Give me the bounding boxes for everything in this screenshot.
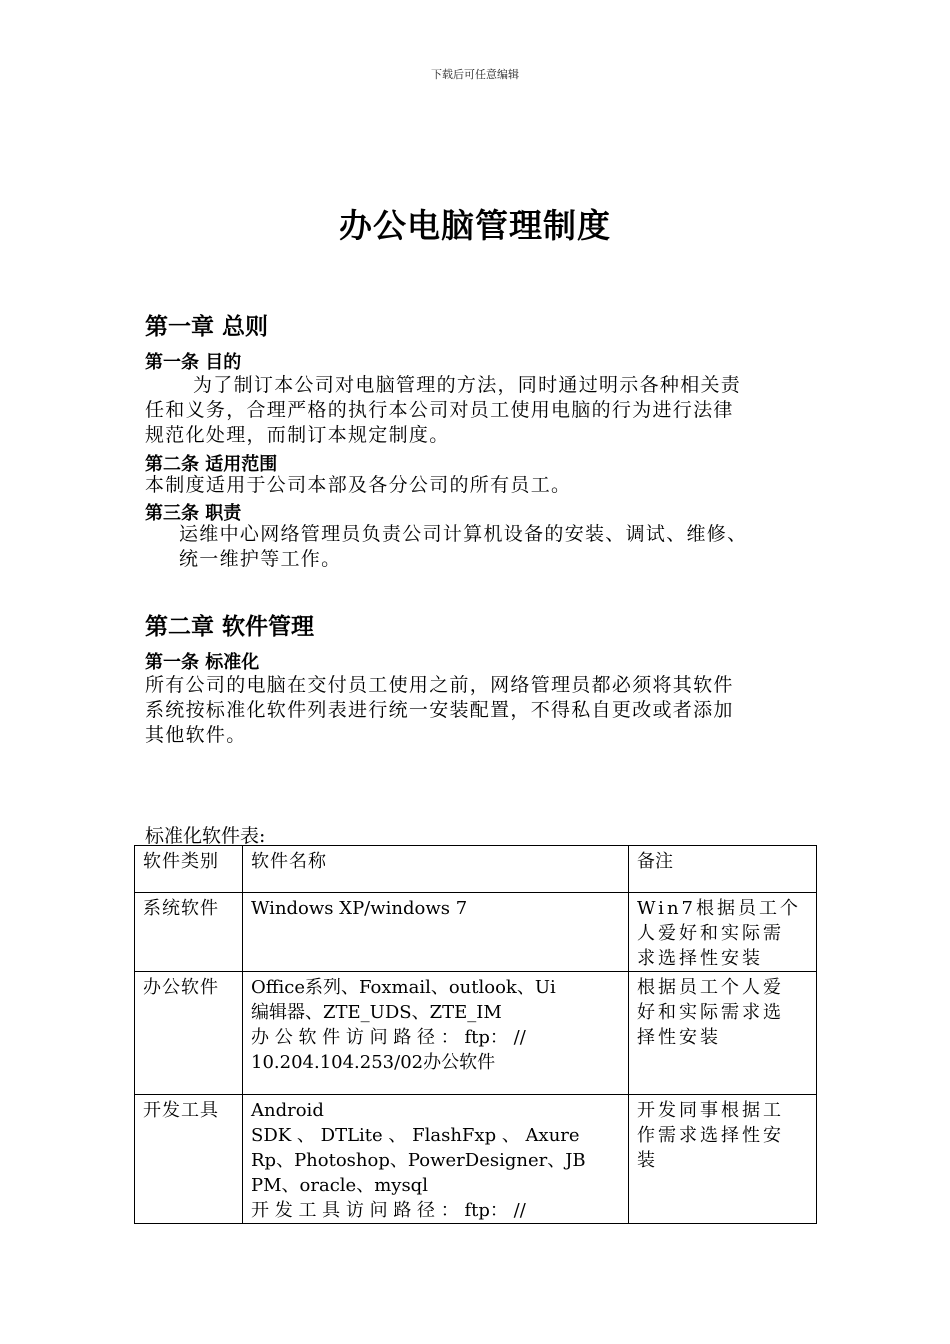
row-note [629, 1095, 817, 1224]
row-note [629, 972, 817, 1095]
standardization-line-3: 其他软件。 [145, 724, 247, 746]
standardization-line-2: 系统按标准化软件列表进行统一安装配置，不得私自更改或者添加 [145, 699, 734, 721]
table-row [135, 893, 817, 972]
software-name-line: 编辑器、ZTE_UDS、ZTE_IM [251, 1002, 502, 1023]
row-software-names [243, 972, 629, 1095]
note-line: 装 [637, 1150, 658, 1171]
software-name-line: SDK 、 DTLite 、 FlashFxp 、 Axure [251, 1125, 580, 1146]
row-category: 开发工具 [135, 1095, 243, 1224]
article-3-line-2: 统一维护等工作。 [179, 548, 342, 570]
row-category: 系统软件 [135, 893, 243, 972]
note-line: Win7根据员工个 [637, 898, 801, 919]
table-caption: 标准化软件表: [145, 825, 266, 847]
chapter-2-article-1-heading: 第一条 标准化 [145, 652, 260, 673]
article-2-line-1: 本制度适用于公司本部及各分公司的所有员工。 [145, 474, 572, 496]
note-line: 求选择性安装 [637, 948, 763, 969]
header-note: 下载后可任意编辑 [431, 68, 519, 81]
software-name-line: 开 发 工 具 访 问 路 径 ： ftp： // [251, 1200, 526, 1221]
row-category: 办公软件 [135, 972, 243, 1095]
row-software-names [243, 893, 629, 972]
chapter-2-heading: 第二章 软件管理 [145, 613, 315, 640]
software-name-line: Rp、Photoshop、PowerDesigner、JB [251, 1150, 586, 1171]
header-note: 备注 [629, 846, 817, 893]
note-line: 开发同事根据工 [637, 1100, 784, 1121]
chapter-1-article-3-heading: 第三条 职责 [145, 503, 242, 524]
software-name-line: Android [251, 1100, 324, 1121]
article-3-line-1: 运维中心网络管理员负责公司计算机设备的安装、调试、维修、 [179, 523, 748, 545]
row-note [629, 893, 817, 972]
article-1-line-2: 任和义务，合理严格的执行本公司对员工使用电脑的行为进行法律 [145, 399, 734, 421]
article-1-line-3: 规范化处理，而制订本规定制度。 [145, 424, 450, 446]
table-row [135, 1095, 817, 1224]
table-row [135, 972, 817, 1095]
article-1-line-1: 为了制订本公司对电脑管理的方法，同时通过明示各种相关责 [193, 374, 742, 396]
header-name: 软件名称 [243, 846, 629, 893]
document-title: 办公电脑管理制度 [339, 206, 611, 245]
note-line: 人爱好和实际需 [637, 923, 784, 944]
software-name-line: Office系列、Foxmail、outlook、Ui [251, 977, 556, 998]
note-line: 择性安装 [637, 1027, 721, 1048]
note-line: 根据员工个人爱 [637, 977, 784, 998]
chapter-1-article-2-heading: 第二条 适用范围 [145, 454, 278, 475]
software-name-line: PM、oracle、mysql [251, 1175, 428, 1196]
chapter-1-heading: 第一章 总则 [145, 313, 269, 340]
note-line: 好和实际需求选 [637, 1002, 784, 1023]
row-software-names [243, 1095, 629, 1224]
chapter-1-article-1-heading: 第一条 目的 [145, 352, 242, 373]
standardization-line-1: 所有公司的电脑在交付员工使用之前，网络管理员都必须将其软件 [145, 674, 734, 696]
note-line: 作需求选择性安 [637, 1125, 784, 1146]
header-category: 软件类别 [135, 846, 243, 893]
software-name-line: 10.204.104.253/02办公软件 [251, 1052, 496, 1073]
software-table [134, 845, 817, 1224]
table-header-row [135, 846, 817, 893]
software-name-line: 办 公 软 件 访 问 路 径 ： ftp： // [251, 1027, 526, 1048]
software-name-line: Windows XP/windows 7 [251, 898, 468, 919]
